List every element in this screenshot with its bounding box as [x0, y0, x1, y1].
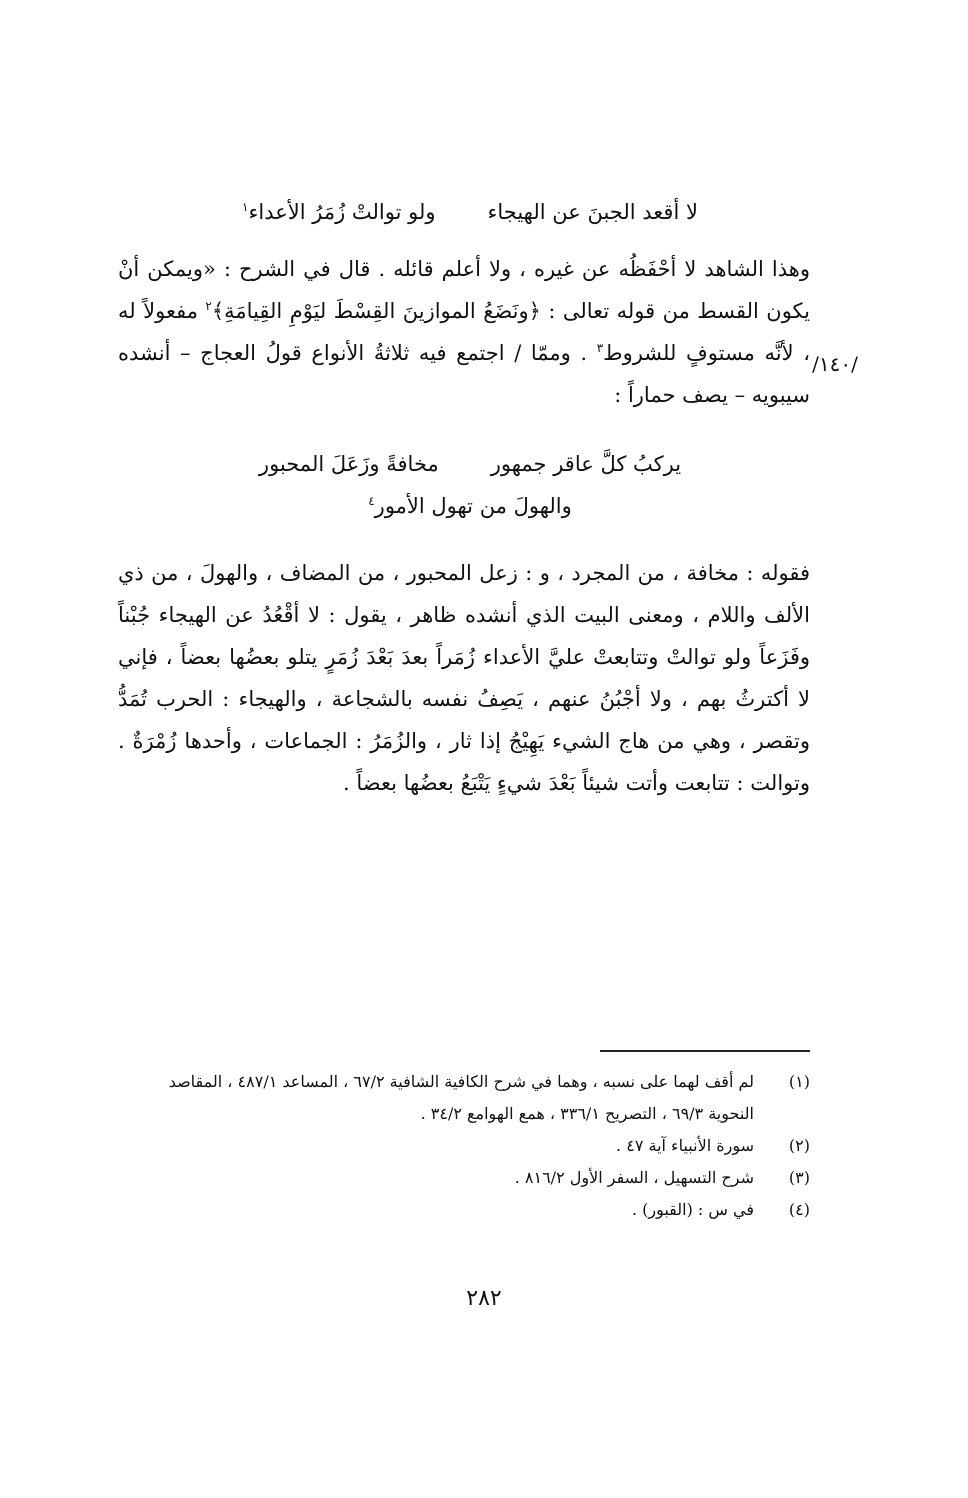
footnote-number: (١) [788, 1072, 810, 1091]
footnote-1 [118, 1066, 810, 1130]
verse-1-second-half [242, 200, 435, 224]
paragraph-1-part-1: وهذا الشاهد لا أحْفَظُه عن غيره ، ولا أعلم قائله . قال في الشرح : «ويمكن أنْ يكون القسط من قوله تعالى : ﴿ونَضَعُ الموازينَ القِسْطَ ليَوْمِ القِيامَةِ﴾ [118, 257, 810, 323]
footnote-ref-2: ٢ [205, 299, 212, 313]
footnote-text: لم أقف لهما على نسبه ، وهما في شرح الكافية الشافية ٦٧/٢ ، المساعد ٤٨٧/١ ، المقاصد النحوية ٦٩/٣ ، التصريح ٣٣٦/١ ، همع الهوامع ٣٤/٢ . [168, 1072, 754, 1123]
footnote-text: سورة الأنبياء آية ٤٧ . [616, 1136, 754, 1155]
paragraph-2: فقوله : مخافة ، من المجرد ، و : زعل المحبور ، من المضاف ، والهولَ ، من ذي الألف واللام ، ومعنى البيت الذي أنشده ظاهر ، يقول : لا أقْعُدُ عن الهيجاء جُبْناً وفَزَعاً ولو توالتْ وتتابعتْ عليَّ الأعداء زُمَراً بعدَ بَعْدَ زُمَرٍ يتلو بعضُها بعضاً ، فإني لا أكترثُ بهم ، ولا أجْبُنُ عنهم ، يَصِفُ نفسه بالشجاعة ، والهيجاء : الحرب تُمَدُّ وتقصر ، وهي من هاج الشيء يَهِيْجُ إذا ثار ، والزُمَرُ : الجماعات ، وأحدها زُمْرَةٌ . وتوالت : تتابعت وأتت شيئاً بَعْدَ شيءٍ يَتْبَعُ بعضُها بعضاً . [118, 561, 810, 795]
verse-2-line-1-second-half: مخافةً وزَعَلَ المحبور [258, 452, 439, 476]
footnote-text: في س : (القبور) . [631, 1200, 754, 1219]
footnote-ref-4: ٤ [368, 494, 375, 508]
verse-2-line-1-first-half: يركبُ كلَّ عاقر جمهور [490, 452, 682, 476]
footnote-number: (٣) [788, 1168, 810, 1187]
verse-2-line-2-text: والهولَ من تهول الأمور [374, 494, 572, 518]
footnote-text: شرح التسهيل ، السفر الأول ٨١٦/٢ . [514, 1168, 754, 1187]
margin-page-marker: /١٤٠/ [812, 352, 858, 376]
page-number: ٢٨٢ [466, 1286, 502, 1311]
verse-1-second-half-text: ولو توالتْ زُمَرُ الأعداء [248, 200, 436, 224]
footnote-2 [118, 1130, 810, 1162]
footnote-ref-3: ٣ [596, 341, 604, 355]
verse-1 [130, 200, 810, 224]
verse-1-first-half: لا أقعد الجبنَ عن الهيجاء [487, 200, 698, 224]
footnote-4 [118, 1194, 810, 1226]
footnote-number: (٤) [788, 1200, 810, 1219]
verse-2-line-1 [130, 452, 810, 476]
paragraph-1 [118, 248, 810, 416]
footnote-ref-1: ١ [242, 200, 249, 214]
footnote-separator [600, 1050, 810, 1052]
paragraph-1-part-3: . وممّا / اجتمع فيه ثلاثةُ الأنواع قولُ العجاج – أنشده سيبويه – يصف حماراً : [118, 341, 810, 407]
footnote-3 [118, 1162, 810, 1194]
footnote-number: (٢) [788, 1136, 810, 1155]
footnotes [118, 1066, 810, 1226]
verse-2-line-2 [130, 494, 810, 518]
paragraph-1-part-2: مفعولاً له ، لأنَّه مستوفٍ للشروط [118, 299, 810, 365]
